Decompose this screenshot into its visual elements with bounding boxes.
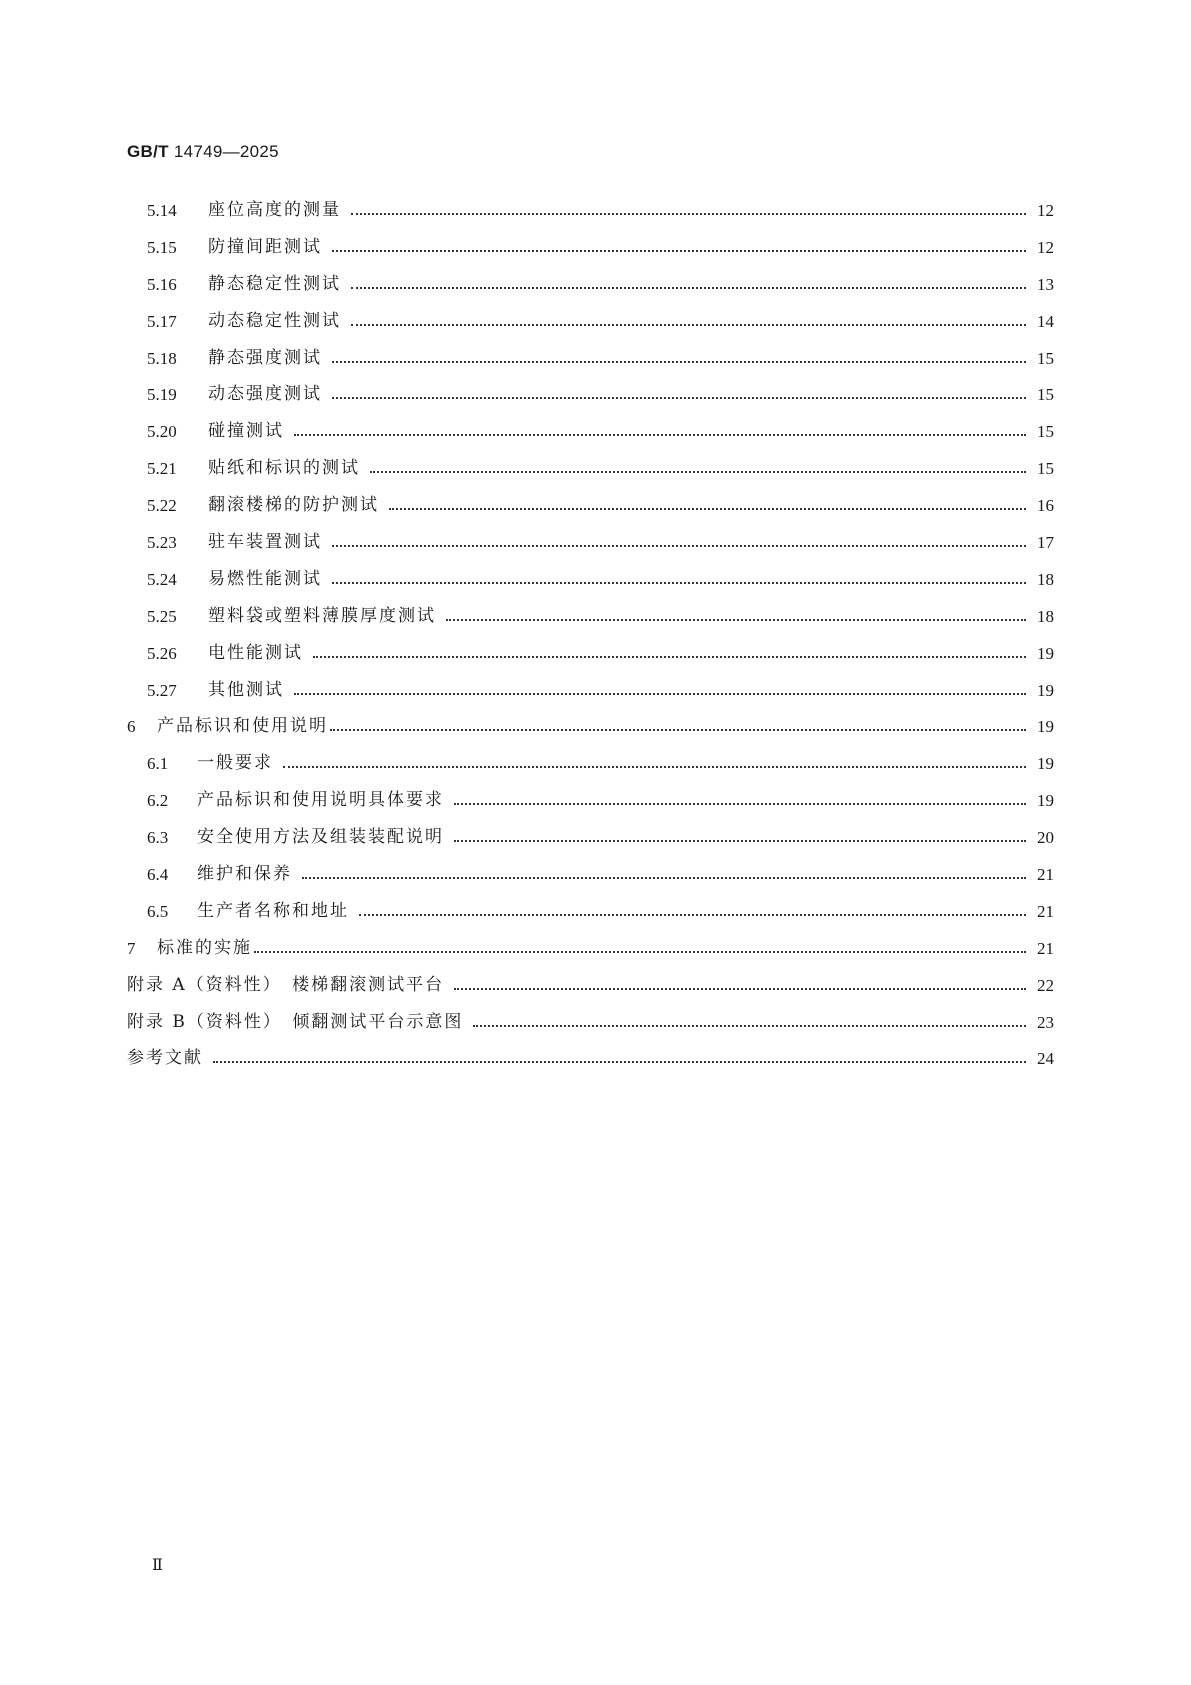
toc-entry-number: 6.3 xyxy=(147,828,169,848)
toc-entry-title: 贴纸和标识的测试 xyxy=(208,458,360,479)
toc-entry-number: 5.14 xyxy=(147,200,177,220)
toc-entry-title: 静态稳定性测试 xyxy=(208,273,341,294)
toc-entry-page: 24 xyxy=(1037,1049,1054,1069)
toc-entry-title: 产品标识和使用说明 xyxy=(157,716,328,737)
toc-entry-number: 6.1 xyxy=(147,754,169,774)
toc-entry[interactable] xyxy=(127,450,1054,487)
toc-entry-number: 5.15 xyxy=(147,237,177,257)
dot-leader xyxy=(454,829,1026,846)
toc-entry-page: 12 xyxy=(1037,200,1054,220)
toc-entry[interactable] xyxy=(127,229,1054,266)
toc-entry[interactable] xyxy=(127,745,1054,782)
dot-leader xyxy=(213,1050,1026,1067)
toc-entry-title: 其他测试 xyxy=(208,679,284,700)
toc-entry-title: 驻车装置测试 xyxy=(208,531,322,552)
dot-leader xyxy=(332,350,1026,367)
toc-entry-page: 19 xyxy=(1037,791,1054,811)
toc-entry-title: 一般要求 xyxy=(197,753,273,774)
toc-entry-page: 19 xyxy=(1037,643,1054,663)
toc-entry-page: 15 xyxy=(1037,459,1054,479)
dot-leader xyxy=(454,977,1026,994)
toc-entry-page: 19 xyxy=(1037,754,1054,774)
toc-entry[interactable] xyxy=(127,303,1054,340)
dot-leader xyxy=(351,202,1026,219)
toc-entry-page: 21 xyxy=(1037,901,1054,921)
toc-entry-page: 23 xyxy=(1037,1012,1054,1032)
toc-entry[interactable] xyxy=(127,1040,1054,1077)
toc-entry[interactable] xyxy=(127,266,1054,303)
toc-entry-title: 座位高度的测量 xyxy=(208,199,341,220)
toc-entry-title: 碰撞测试 xyxy=(208,421,284,442)
toc-entry-number: 5.20 xyxy=(147,422,177,442)
dot-leader xyxy=(473,1014,1026,1031)
toc-entry[interactable] xyxy=(127,524,1054,561)
toc-entry-page: 21 xyxy=(1037,864,1054,884)
toc-entry-title: 产品标识和使用说明具体要求 xyxy=(197,790,444,811)
toc-entry-title: 标准的实施 xyxy=(157,937,252,958)
toc-entry-page: 19 xyxy=(1037,680,1054,700)
toc-entry[interactable] xyxy=(127,340,1054,377)
toc-entry-title: 防撞间距测试 xyxy=(208,236,322,257)
toc-entry[interactable] xyxy=(127,819,1054,856)
dot-leader xyxy=(254,940,1026,957)
toc-entry-page: 22 xyxy=(1037,975,1054,995)
toc-entry-number: 5.23 xyxy=(147,532,177,552)
toc-entry-title: 塑料袋或塑料薄膜厚度测试 xyxy=(208,605,436,626)
toc-entry-page: 13 xyxy=(1037,274,1054,294)
toc-entry[interactable] xyxy=(127,192,1054,229)
toc-entry-number: 5.18 xyxy=(147,348,177,368)
toc-entry-title: 翻滚楼梯的防护测试 xyxy=(208,495,379,516)
toc-entry-page: 12 xyxy=(1037,237,1054,257)
toc-entry[interactable] xyxy=(127,598,1054,635)
toc-entry[interactable] xyxy=(127,672,1054,709)
page-number: Ⅱ xyxy=(152,1557,163,1574)
toc-entry-title: 生产者名称和地址 xyxy=(197,900,349,921)
toc-entry[interactable] xyxy=(127,856,1054,893)
dot-leader xyxy=(359,903,1026,920)
dot-leader xyxy=(332,239,1026,256)
toc-entry-page: 18 xyxy=(1037,569,1054,589)
toc-entry-page: 15 xyxy=(1037,422,1054,442)
dot-leader xyxy=(370,460,1026,477)
toc-entry-title: 维护和保养 xyxy=(197,863,292,884)
dot-leader xyxy=(351,276,1026,293)
standard-code: GB/T xyxy=(127,142,169,161)
toc-entry-number: 5.24 xyxy=(147,569,177,589)
toc-entry-number: 5.19 xyxy=(147,385,177,405)
dot-leader xyxy=(332,386,1026,403)
toc-entry-number: 6 xyxy=(127,717,136,737)
toc-entry-number: 6.4 xyxy=(147,864,169,884)
toc-entry[interactable] xyxy=(127,967,1054,1004)
toc-entry-page: 21 xyxy=(1037,938,1054,958)
toc-entry-title: 参考文献 xyxy=(127,1048,203,1069)
dot-leader xyxy=(389,497,1026,514)
toc-entry-number: 6.2 xyxy=(147,791,169,811)
toc-entry-title: 动态强度测试 xyxy=(208,384,322,405)
dot-leader xyxy=(294,682,1026,699)
toc-entry-page: 14 xyxy=(1037,311,1054,331)
dot-leader xyxy=(332,571,1026,588)
toc-entry-number: 5.21 xyxy=(147,459,177,479)
toc-entry-number: 5.25 xyxy=(147,606,177,626)
toc-entry[interactable] xyxy=(127,782,1054,819)
toc-entry[interactable] xyxy=(127,930,1054,967)
dot-leader xyxy=(351,313,1026,330)
toc-entry-page: 15 xyxy=(1037,385,1054,405)
toc-entry-number: 5.27 xyxy=(147,680,177,700)
toc-entry-number: 6.5 xyxy=(147,901,169,921)
dot-leader xyxy=(313,645,1026,662)
dot-leader xyxy=(302,866,1026,883)
toc-entry[interactable] xyxy=(127,1004,1054,1041)
toc-entry-number: 5.17 xyxy=(147,311,177,331)
dot-leader xyxy=(332,534,1026,551)
dot-leader xyxy=(294,423,1026,440)
toc-entry[interactable] xyxy=(127,708,1054,745)
dot-leader xyxy=(283,755,1026,772)
toc-entry-title: 电性能测试 xyxy=(208,642,303,663)
toc-entry-page: 16 xyxy=(1037,496,1054,516)
toc-entry-title: 附录 B（资料性） 倾翻测试平台示意图 xyxy=(127,1011,464,1032)
document-header xyxy=(127,142,279,162)
toc-entry-page: 19 xyxy=(1037,717,1054,737)
toc-entry-title: 安全使用方法及组装装配说明 xyxy=(197,827,444,848)
toc-entry-number: 5.16 xyxy=(147,274,177,294)
toc-entry-title: 动态稳定性测试 xyxy=(208,310,341,331)
toc-entry-page: 15 xyxy=(1037,348,1054,368)
toc-entry-title: 附录 A（资料性） 楼梯翻滚测试平台 xyxy=(127,974,445,995)
toc-entry-number: 5.22 xyxy=(147,496,177,516)
toc-entry[interactable] xyxy=(127,487,1054,524)
table-of-contents xyxy=(127,192,1054,1077)
toc-entry[interactable] xyxy=(127,413,1054,450)
toc-entry[interactable] xyxy=(127,376,1054,413)
toc-entry-page: 20 xyxy=(1037,828,1054,848)
toc-entry[interactable] xyxy=(127,893,1054,930)
toc-entry[interactable] xyxy=(127,561,1054,598)
toc-entry-title: 静态强度测试 xyxy=(208,347,322,368)
dot-leader xyxy=(446,608,1026,625)
toc-entry-number: 7 xyxy=(127,938,136,958)
toc-entry[interactable] xyxy=(127,635,1054,672)
dot-leader xyxy=(454,792,1026,809)
toc-entry-page: 18 xyxy=(1037,606,1054,626)
toc-entry-page: 17 xyxy=(1037,532,1054,552)
dot-leader xyxy=(330,718,1026,735)
toc-entry-number: 5.26 xyxy=(147,643,177,663)
standard-number: 14749—2025 xyxy=(173,142,279,161)
toc-entry-title: 易燃性能测试 xyxy=(208,568,322,589)
